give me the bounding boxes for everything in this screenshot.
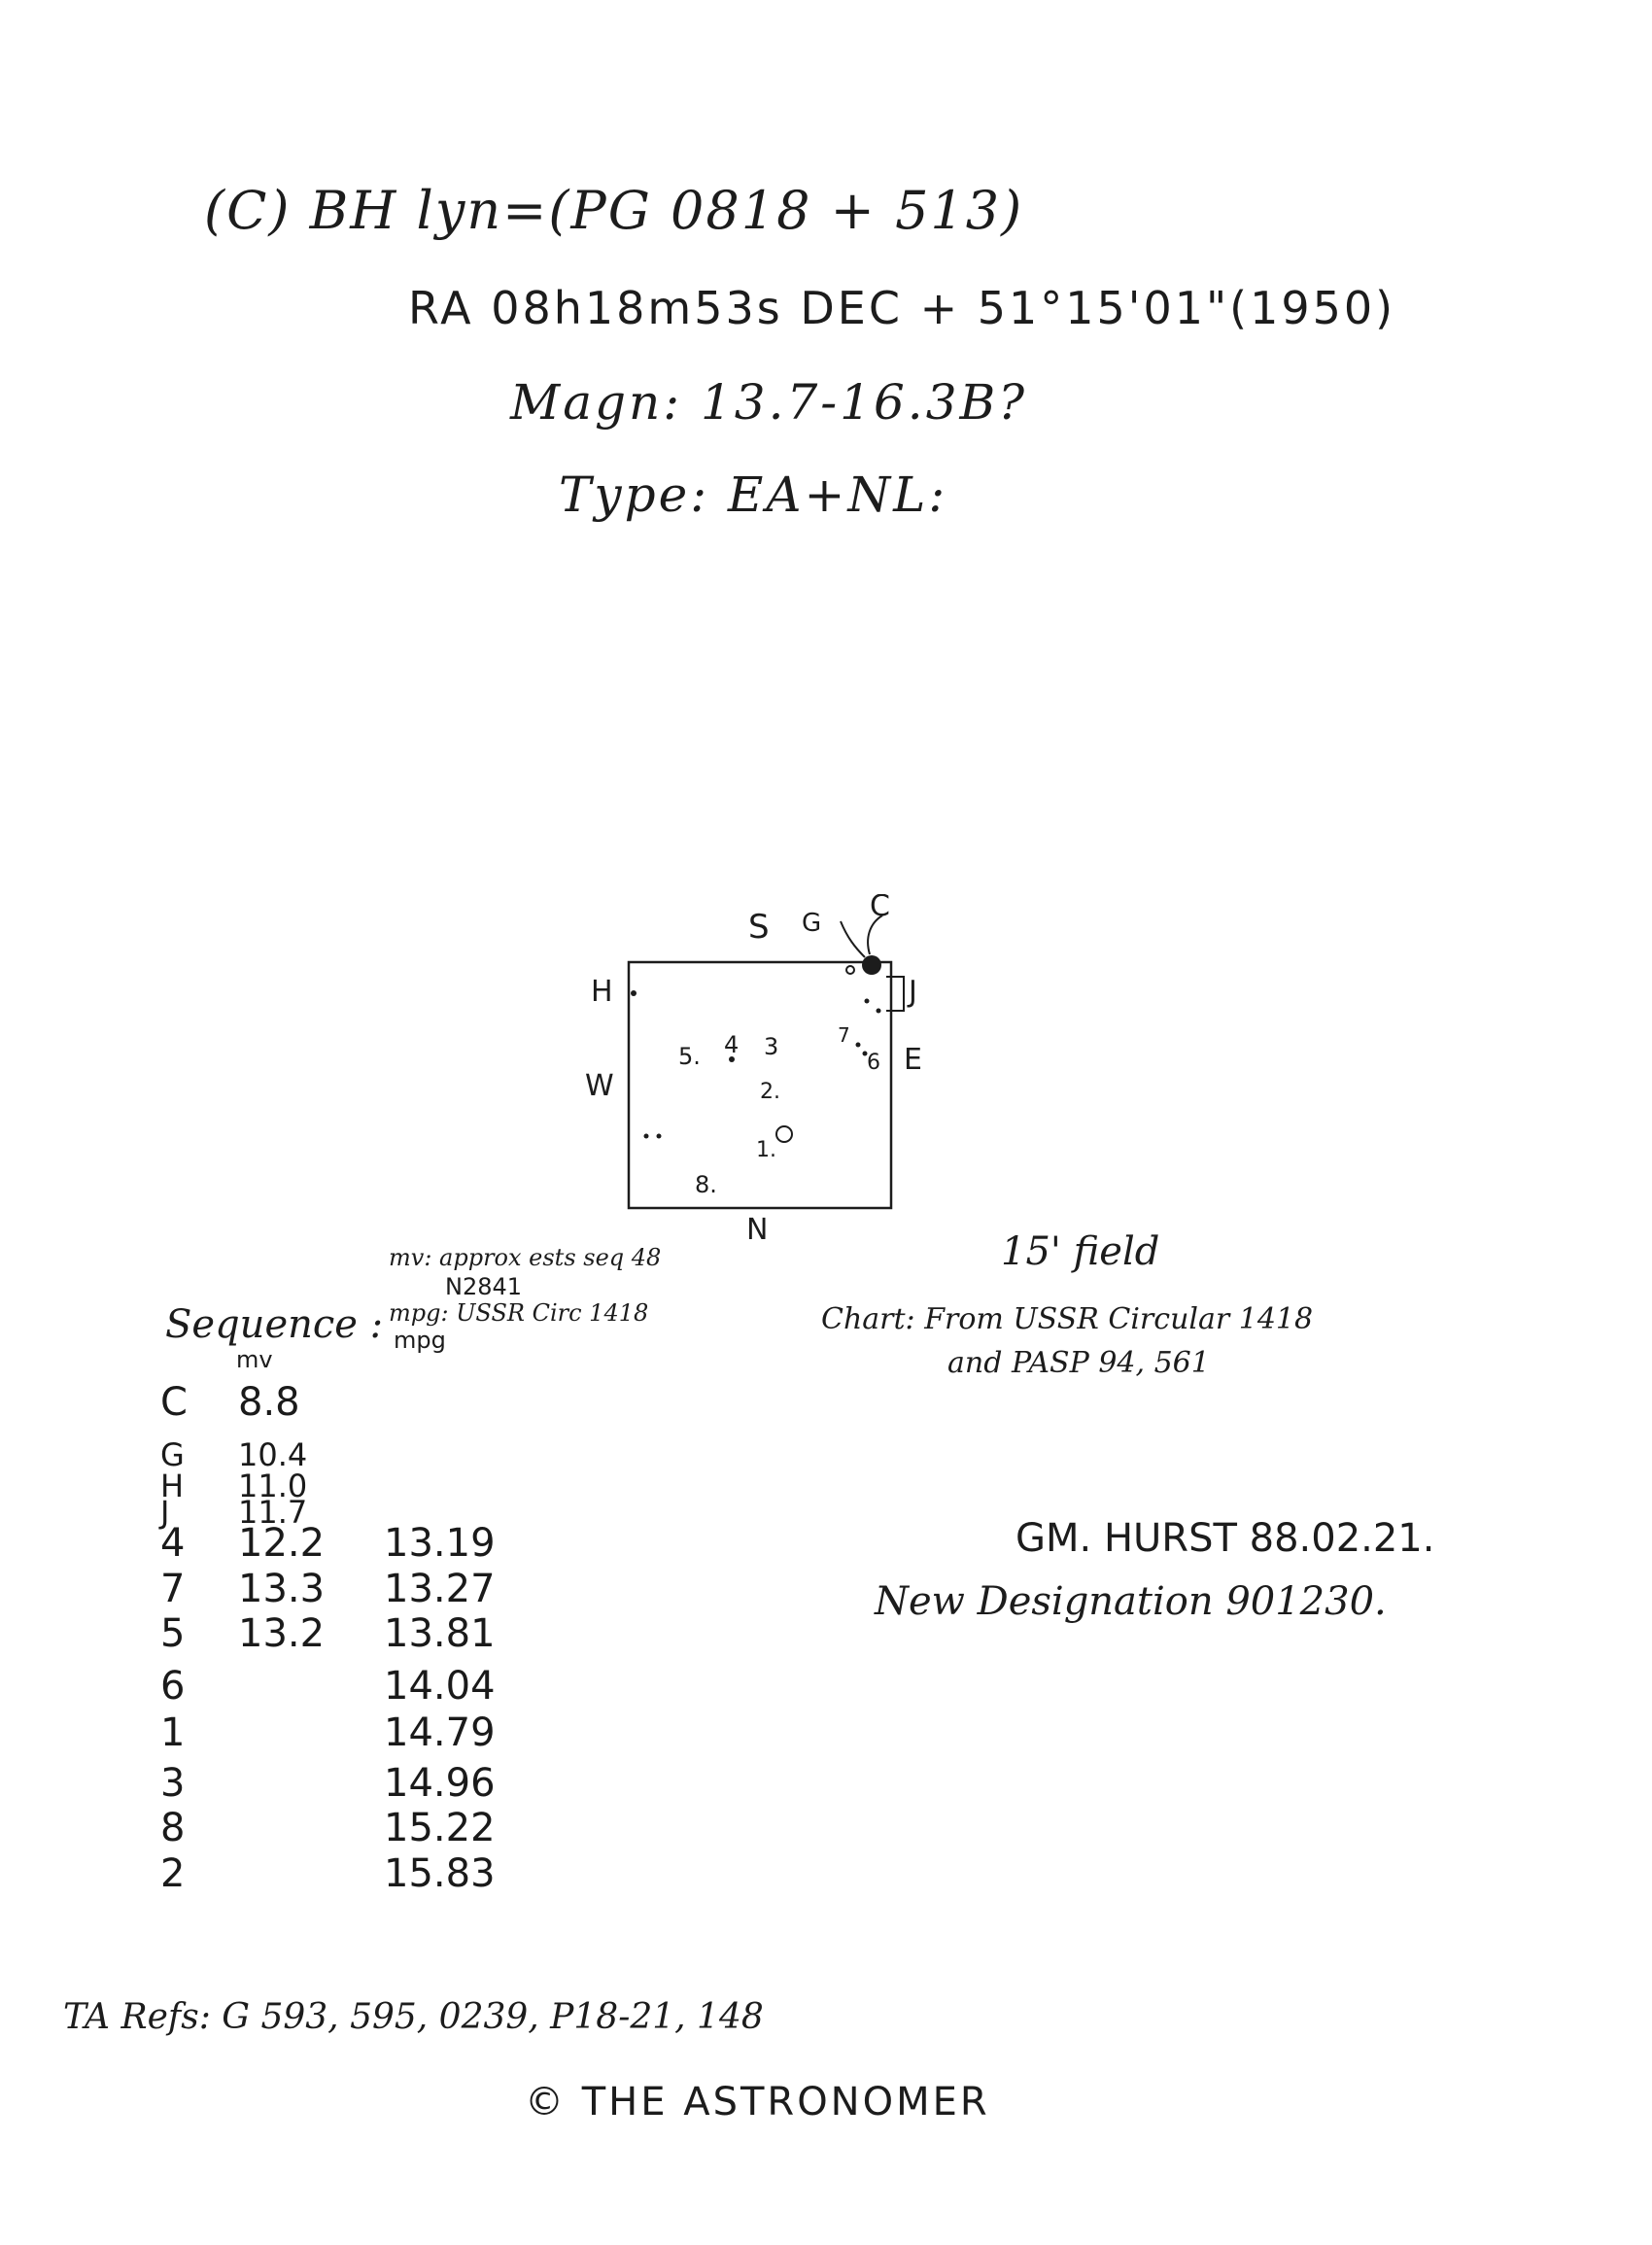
mv-note: mv: approx ests seq 48 xyxy=(389,1244,662,1271)
g-pointer xyxy=(841,921,865,957)
sequence-mpg: 15.83 xyxy=(384,1851,496,1896)
label-2: 2. xyxy=(760,1080,780,1104)
sequence-title: Sequence : xyxy=(165,1302,384,1347)
star-7 xyxy=(856,1043,861,1048)
sequence-star-id: 8 xyxy=(160,1806,186,1850)
star-c xyxy=(862,955,881,975)
sequence-star-id: J xyxy=(160,1494,170,1531)
sequence-mpg: 14.96 xyxy=(384,1761,496,1806)
new-designation: New Designation 901230. xyxy=(875,1579,1387,1624)
sequence-star-id: 7 xyxy=(160,1567,186,1611)
star-h xyxy=(631,990,637,996)
label-6: 6 xyxy=(867,1051,880,1075)
variable-type: Type: EA+NL: xyxy=(559,466,948,523)
label-e: E xyxy=(904,1043,922,1077)
star-g xyxy=(846,966,854,974)
column-mv: mv xyxy=(236,1346,273,1373)
sequence-mpg: 13.81 xyxy=(384,1611,496,1656)
label-c: C xyxy=(870,894,890,923)
sequence-mpg: 14.04 xyxy=(384,1664,496,1709)
sequence-star-id: G xyxy=(160,1436,185,1473)
sequence-mpg: 13.27 xyxy=(384,1567,496,1611)
label-7: 7 xyxy=(838,1023,850,1047)
mpg-note: mpg: USSR Circ 1418 xyxy=(389,1299,649,1327)
sequence-mv: 12.2 xyxy=(238,1521,326,1566)
sequence-mpg: 13.19 xyxy=(384,1521,496,1566)
sequence-star-id: 6 xyxy=(160,1664,186,1709)
chart-source: Chart: From USSR Circular 1418 xyxy=(821,1302,1314,1336)
label-h: H xyxy=(591,975,613,1009)
label-1: 1. xyxy=(756,1138,776,1162)
sequence-star-id: 2 xyxy=(160,1851,186,1896)
star-j1 xyxy=(865,999,870,1004)
coordinates: RA 08h18m53s DEC + 51°15'01"(1950) xyxy=(408,282,1396,334)
sequence-star-id: H xyxy=(160,1468,185,1504)
star-field-1 xyxy=(644,1134,649,1139)
sequence-mv: 11.7 xyxy=(238,1494,308,1531)
sequence-star-id: 5 xyxy=(160,1611,186,1656)
sequence-mv: 13.2 xyxy=(238,1611,326,1656)
label-g: G xyxy=(802,909,822,938)
label-3: 3 xyxy=(764,1033,779,1060)
label-5: 5. xyxy=(678,1043,701,1070)
j-bracket xyxy=(886,977,904,1011)
sequence-star-id: 1 xyxy=(160,1710,186,1755)
label-4: 4 xyxy=(724,1031,740,1058)
sequence-mv: 11.0 xyxy=(238,1468,308,1504)
finder-chart xyxy=(573,894,962,1263)
label-8: 8. xyxy=(695,1171,717,1198)
field-size: 15' field xyxy=(1001,1229,1160,1274)
label-n: N xyxy=(746,1213,769,1247)
target-star-circle xyxy=(776,1126,792,1142)
sequence-mpg: 15.22 xyxy=(384,1806,496,1850)
magnitude-range: Magn: 13.7-16.3B? xyxy=(510,374,1028,431)
label-j: J xyxy=(909,975,917,1009)
label-w: W xyxy=(585,1069,614,1103)
star-field-2 xyxy=(657,1134,662,1139)
sequence-mv: 13.3 xyxy=(238,1567,326,1611)
sequence-star-id: 4 xyxy=(160,1521,186,1566)
star-j2 xyxy=(877,1009,881,1014)
star-designation: (C) BH lyn=(PG 0818 + 513) xyxy=(204,180,1024,241)
sequence-mv: 8.8 xyxy=(238,1380,300,1425)
sequence-mv: 10.4 xyxy=(238,1436,308,1473)
sequence-star-id: C xyxy=(160,1380,188,1425)
copyright: © THE ASTRONOMER xyxy=(525,2080,990,2124)
chart-source-line2: and PASP 94, 561 xyxy=(947,1346,1210,1380)
ta-references: TA Refs: G 593, 595, 0239, P18-21, 148 xyxy=(63,1997,764,2037)
column-mpg: mpg xyxy=(394,1327,446,1354)
label-s: S xyxy=(748,908,770,947)
author-signature: GM. HURST 88.02.21. xyxy=(1015,1516,1435,1561)
sequence-star-id: 3 xyxy=(160,1761,186,1806)
mv-note-n2841: N2841 xyxy=(445,1273,523,1300)
sequence-mpg: 14.79 xyxy=(384,1710,496,1755)
